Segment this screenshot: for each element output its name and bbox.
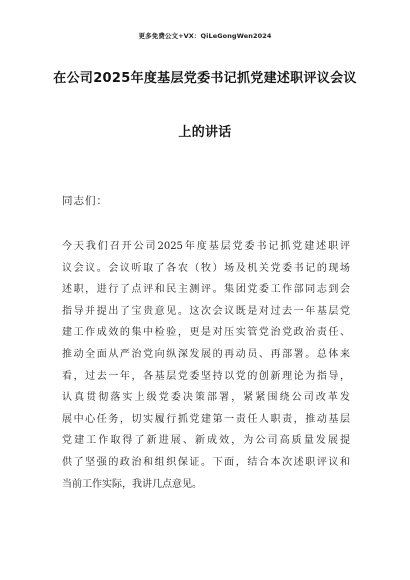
paragraph-line: 供了坚强的政治和组织保证。下面，结合本次述职评议和 bbox=[62, 456, 350, 468]
document-title-line-1: 在公司2025年度基层党委书记抓党建述职评议会议 bbox=[53, 71, 357, 86]
paragraph-line: 建工作成效的集中检验，更是对压实管党治党政治责任、 bbox=[62, 327, 350, 339]
paragraph-line: 当前工作实际，我讲几点意见。 bbox=[62, 478, 202, 490]
paragraph-line: 党建工作取得了新进展、新成效，为公司高质量发展提 bbox=[62, 435, 350, 447]
paragraph-line: 今天我们召开公司2025年度基层党委书记抓党建述职评 bbox=[62, 241, 350, 252]
paragraph-line: 指导并提出了宝贵意见。这次会议既是对过去一年基层党 bbox=[62, 305, 350, 317]
paragraph-line: 看，过去一年，各基层党委坚持以党的创新理论为指导， bbox=[62, 370, 350, 382]
paragraph-line: 认真贯彻落实上级党委决策部署，紧紧围绕公司改革发 bbox=[62, 392, 350, 404]
header-note: 更多免费公文+VX：QiLeGongWen2024 bbox=[138, 32, 272, 40]
salutation: 同志们： bbox=[62, 195, 108, 207]
document-title-line-2: 上的讲话 bbox=[178, 125, 232, 140]
body-paragraph bbox=[62, 236, 350, 495]
paragraph-line: 推动全面从严治党向纵深发展的再动员、再部署。总体来 bbox=[62, 348, 350, 360]
paragraph-line: 展中心任务，切实履行抓党建第一责任人职责，推动基层 bbox=[62, 413, 350, 425]
paragraph-line: 议会议。会议听取了各农（牧）场及机关党委书记的现场 bbox=[62, 262, 350, 274]
paragraph-line: 述职，进行了点评和民主测评。集团党委工作部同志到会 bbox=[62, 284, 350, 296]
